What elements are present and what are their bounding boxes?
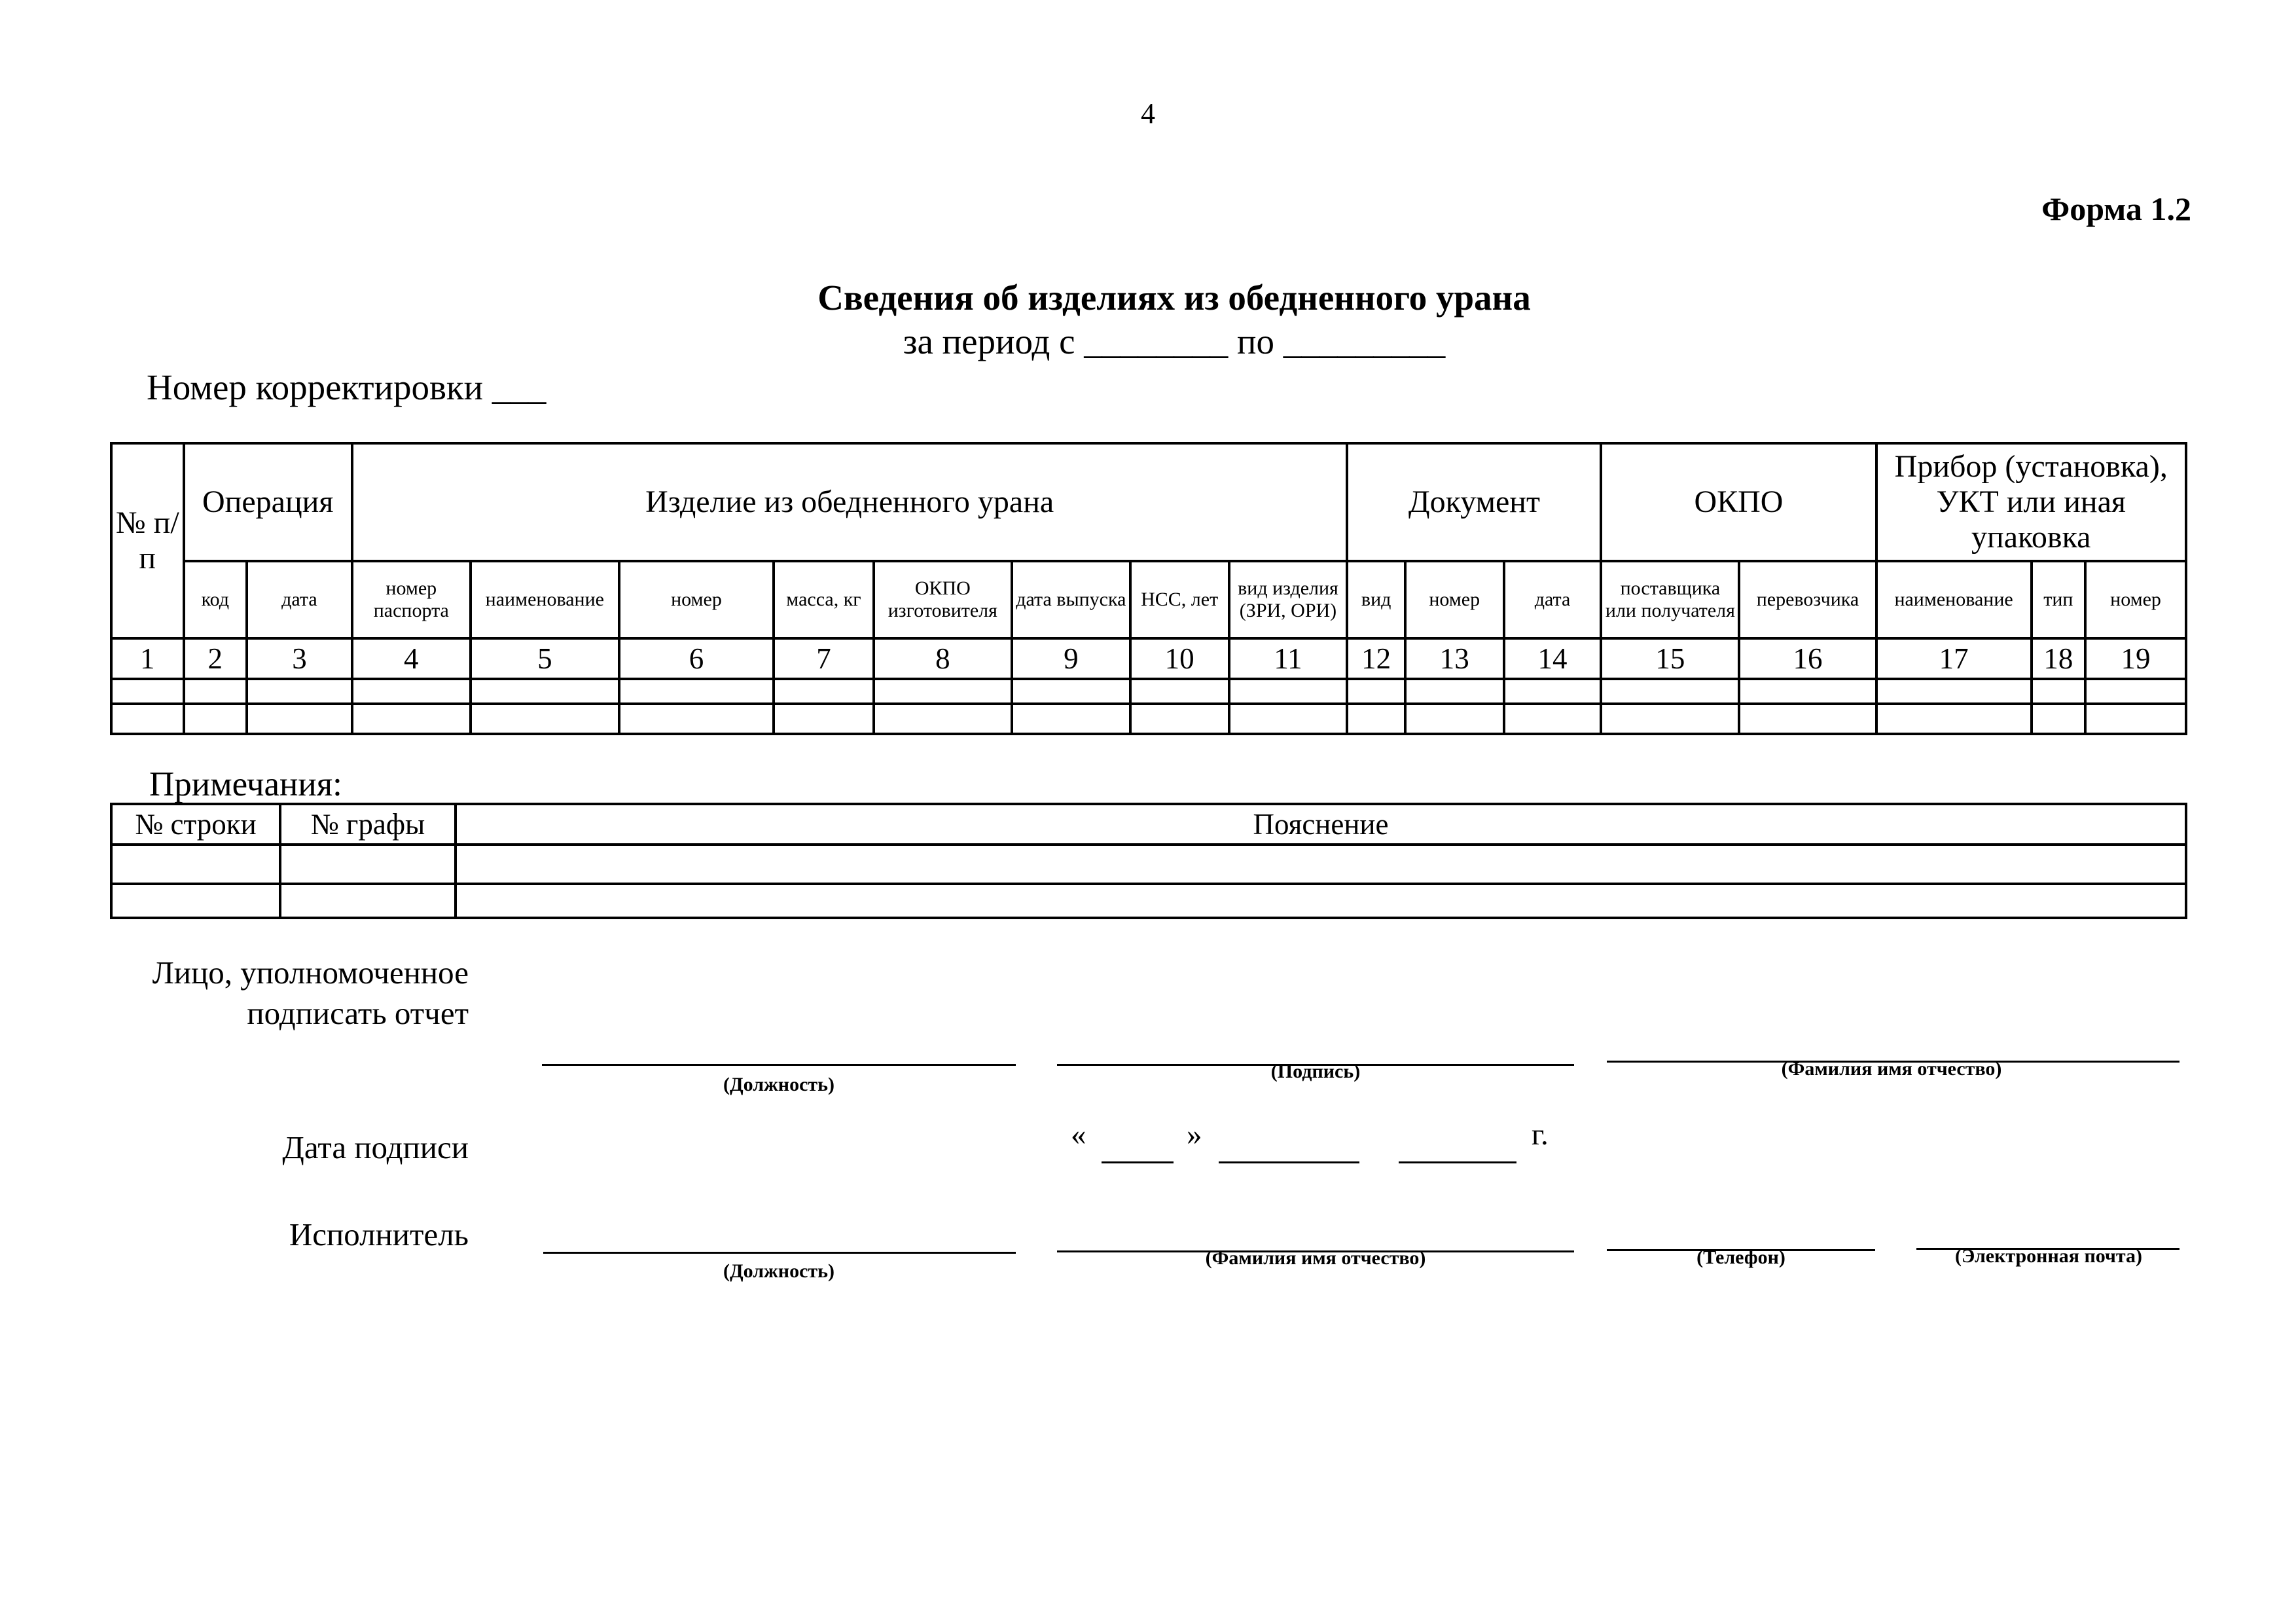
data-cell[interactable] [874,704,1012,734]
data-cell[interactable] [774,679,874,704]
data-cell[interactable] [247,704,352,734]
notes-cell[interactable] [280,884,456,918]
notes-cell[interactable] [111,845,280,884]
subheader-cell: тип [2032,561,2085,638]
data-cell[interactable] [2032,704,2085,734]
date-close-quote: » [1187,1118,1202,1152]
page-number: 4 [1141,98,1155,130]
column-number-cell: 9 [1012,638,1130,679]
date-open-quote: « [1071,1118,1086,1152]
data-cell[interactable] [1601,704,1739,734]
data-cell[interactable] [1229,679,1348,704]
notes-cell[interactable] [280,845,456,884]
subheader-cell: номер [1405,561,1504,638]
subheader-cell: номер [2085,561,2186,638]
data-cell[interactable] [1876,704,2032,734]
header-document: Документ [1347,443,1601,561]
data-cell[interactable] [1504,704,1602,734]
data-cell[interactable] [247,679,352,704]
column-number-cell: 6 [619,638,774,679]
data-cell[interactable] [352,679,471,704]
email-caption: (Электронная почта) [1955,1245,2142,1267]
executor-fio-caption: (Фамилия имя отчество) [1205,1247,1426,1269]
header-device: Прибор (установка), УКТ или иная упаковка [1876,443,2187,561]
executor-position-caption: (Должность) [723,1260,835,1282]
year-suffix: г. [1532,1118,1549,1152]
data-cell[interactable] [1405,679,1504,704]
column-number-cell: 17 [1876,638,2032,679]
month-line[interactable] [1219,1161,1359,1163]
data-cell[interactable] [1130,704,1229,734]
table-row [111,679,2186,704]
column-number-cell: 16 [1739,638,1876,679]
main-table [110,442,2187,735]
column-number-cell: 5 [471,638,619,679]
data-cell[interactable] [111,679,184,704]
column-number-cell: 10 [1130,638,1229,679]
header-okpo: ОКПО [1601,443,1876,561]
subheader-cell: НСС, лет [1130,561,1229,638]
data-cell[interactable] [471,704,619,734]
form-label: Форма 1.2 [2041,191,2191,227]
subheader-cell: дата [247,561,352,638]
subheader-cell: масса, кг [774,561,874,638]
data-cell[interactable] [1876,679,2032,704]
signature-caption: (Подпись) [1270,1061,1361,1082]
column-number-cell: 4 [352,638,471,679]
column-number-cell: 14 [1504,638,1602,679]
column-number-cell: 15 [1601,638,1739,679]
subheader-cell: дата выпуска [1012,561,1130,638]
data-cell[interactable] [1504,679,1602,704]
year-line[interactable] [1399,1161,1516,1163]
executor-position-line[interactable] [543,1252,1016,1254]
subheader-cell: наименование [471,561,619,638]
data-cell[interactable] [1130,679,1229,704]
data-cell[interactable] [184,704,247,734]
data-cell[interactable] [619,704,774,734]
subheader-cell: дата [1504,561,1602,638]
data-cell[interactable] [1347,679,1405,704]
data-cell[interactable] [184,679,247,704]
header-item: Изделие из обедненного урана [352,443,1348,561]
data-cell[interactable] [1012,704,1130,734]
position-caption: (Должность) [723,1074,835,1095]
notes-header-col-number: № графы [280,804,456,845]
data-cell[interactable] [352,704,471,734]
data-cell[interactable] [1012,679,1130,704]
column-number-cell: 2 [184,638,247,679]
executor-label: Исполнитель [289,1216,469,1252]
subheader-cell: код [184,561,247,638]
data-cell[interactable] [1405,704,1504,734]
notes-cell[interactable] [111,884,280,918]
authorized-person-label: Лицо, уполномоченное подписать отчет [152,955,469,1031]
column-number-cell: 12 [1347,638,1405,679]
data-cell[interactable] [1347,704,1405,734]
subheader-cell: поставщика или получателя [1601,561,1739,638]
column-number-cell: 3 [247,638,352,679]
column-number-cell: 8 [874,638,1012,679]
column-number-cell: 18 [2032,638,2085,679]
subheader-cell: номер паспорта [352,561,471,638]
period-line: за период с ________ по _________ [903,321,1446,361]
subheader-cell: перевозчика [1739,561,1876,638]
data-cell[interactable] [774,704,874,734]
day-line[interactable] [1102,1161,1174,1163]
subheader-cell: ОКПО изготовителя [874,561,1012,638]
notes-header-explanation: Пояснение [456,804,2186,845]
data-cell[interactable] [874,679,1012,704]
data-cell[interactable] [2085,704,2186,734]
table-row [111,704,2186,734]
notes-cell[interactable] [456,845,2186,884]
column-number-cell: 13 [1405,638,1504,679]
data-cell[interactable] [2032,679,2085,704]
notes-header-row-number: № строки [111,804,280,845]
data-cell[interactable] [1739,704,1876,734]
subheader-cell: вид изделия (ЗРИ, ОРИ) [1229,561,1348,638]
column-number-cell: 7 [774,638,874,679]
subheader-cell: наименование [1876,561,2032,638]
column-number-cell: 19 [2085,638,2186,679]
subheader-cell: номер [619,561,774,638]
header-num: № п/п [111,443,184,638]
notes-table [110,803,2187,919]
header-operation: Операция [184,443,352,561]
data-cell[interactable] [2085,679,2186,704]
phone-caption: (Телефон) [1696,1247,1785,1268]
document-title: Сведения об изделиях из обедненного урана [817,278,1531,318]
signing-date-label: Дата подписи [282,1129,469,1165]
data-cell[interactable] [1739,679,1876,704]
notes-cell[interactable] [456,884,2186,918]
data-cell[interactable] [1601,679,1739,704]
column-number-cell: 1 [111,638,184,679]
data-cell[interactable] [471,679,619,704]
data-cell[interactable] [111,704,184,734]
data-cell[interactable] [619,679,774,704]
fio-caption: (Фамилия имя отчество) [1781,1058,2002,1080]
correction-number: Номер корректировки ___ [147,367,547,407]
column-number-cell: 11 [1229,638,1348,679]
position-line[interactable] [542,1064,1016,1066]
notes-title: Примечания: [149,765,342,803]
subheader-cell: вид [1347,561,1405,638]
data-cell[interactable] [1229,704,1348,734]
